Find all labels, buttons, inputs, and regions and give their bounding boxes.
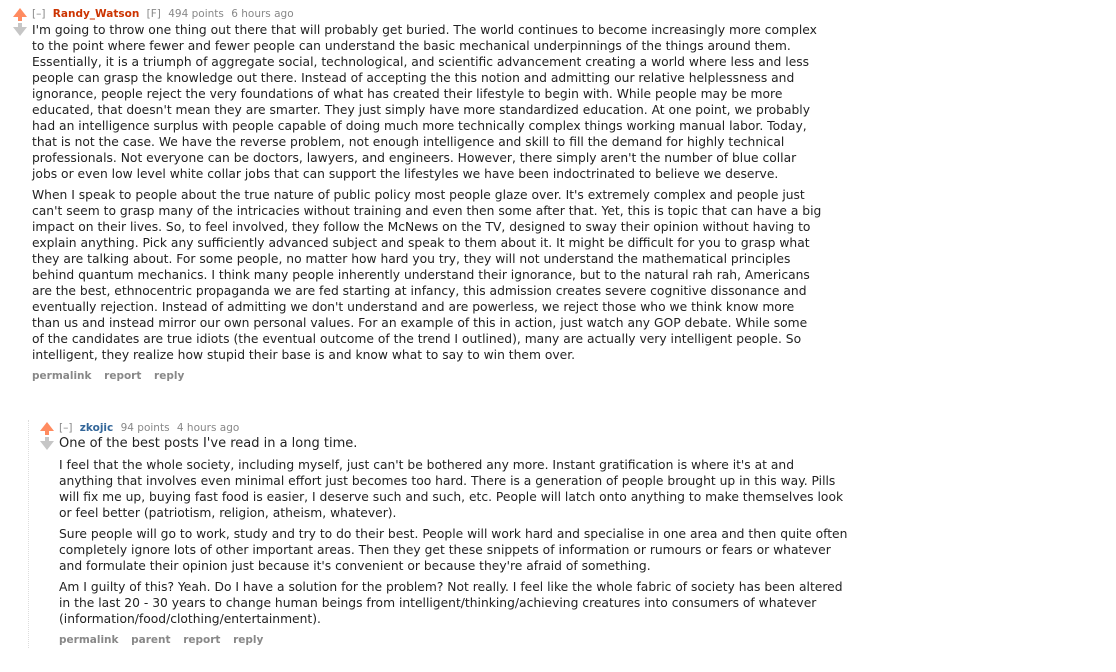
comment-entry [59,420,1116,648]
upvote-arrow-icon[interactable] [40,422,54,431]
comment-paragraph: Am I guilty of this? Yeah. Do I have a solution for the problem? Not really. I feel like the whole fabric of society has been altered in the last 20 - 30 years to change human beings from intelligent/thinking/achieving creatures into consumers of whatever (information/food/clothing/entertainment). [59,580,843,626]
comment-paragraph: One of the best posts I've read in a long time. [59,436,358,451]
comment-paragraph: Sure people will go to work, study and try to do their best. People will work hard and specialise in one area and then quite often completely ignore lots of other important areas. Then they get these snippets of information or rumours or fears or whatever and formulate their opinion just because it's convenient or because they're afraid of something. [59,527,848,573]
upvote-arrow-stem[interactable] [45,431,49,435]
comment-paragraph: When I speak to people about the true nature of public policy most people glaze over. It's extremely complex and people just can't seem to grasp many of the intricacies without training and even then some after that. Yet, this is topic that can have a big impact on their lives. So, to feel involved, they follow the McNews on the TV, designed to sway their opinion without having to explain anything. Pick any sufficiently advanced subject and speak to them about it. It might be difficult for you to grasp what they are talking about. For some people, no matter how hard you try, they will not understand the mathematical principles behind quantum mechanics. I think many people inherently understand their ignorance, but to the natural rah rah, Americans are the best, ethnocentric propaganda we are fed starting at infancy, this admission creates severe cognitive dissonance and eventually rejection. Instead of admitting we don't understand and are powerless, we reject those who we think know more than us and instead mirror our own personal values. For an example of this in action, just watch any GOP debate. While some of the candidates are true idiots (the eventual outcome of the trend I outlined), many are actually very intelligent people. So intelligent, they realize how stupid their base is and know what to say to win them over. [32,188,822,362]
upvote-arrow-icon[interactable] [13,8,27,17]
parent-button[interactable]: parent [131,634,171,646]
comment-body [32,22,1102,363]
comment-buttons [32,368,1102,384]
collapse-toggle[interactable]: [–] [32,8,46,20]
comment-paragraph: I'm going to throw one thing out there that will probably get buried. The world continues to become increasingly more complex to the point where fewer and fewer people can understand the basic mechanical underpinnings of the things around them. Essentially, it is a triumph of aggregate social, technological, and scientific advancement creating a world where less and less people can grasp the knowledge out there. Instead of accepting the this notion and admitting our relative helplessness and ignorance, people reject the very foundations of what has created their lifestyle to begin with. While people may be more educated, that doesn't mean they are smarter. They just simply have more standardized education. At one point, we probably had an intelligence surplus with people capable of doing much more technically complex things working manual labor. Today, that is not the case. We have the reverse problem, not enough intelligence and skill to fill the demand for highly technical professionals. Not everyone can be doctors, lawyers, and engineers. However, there simply aren't the number of blue collar jobs or even low level white collar jobs that can support the lifestyles we have been indoctrinated to believe we deserve. [32,23,817,181]
report-button[interactable]: report [104,370,142,382]
author-flair: [F] [146,8,161,20]
comment-buttons [59,632,1116,648]
author-link[interactable]: zkojic [79,422,114,434]
downvote-arrow-icon[interactable] [40,441,54,450]
comment-score: 94 points [120,422,170,434]
vote-arrows [39,420,55,450]
comment-tagline [59,420,1116,436]
report-button[interactable]: report [183,634,221,646]
comment-time: 4 hours ago [176,422,240,434]
permalink-button[interactable]: permalink [59,634,119,646]
vote-arrows [12,6,28,36]
permalink-button[interactable]: permalink [32,370,92,382]
comment-randy-watson [12,6,1102,384]
comment-zkojic [28,420,1116,648]
downvote-arrow-icon[interactable] [13,27,27,36]
reply-button[interactable]: reply [233,634,264,646]
author-link[interactable]: Randy_Watson [52,8,140,20]
collapse-toggle[interactable]: [–] [59,422,73,434]
comment-score: 494 points [168,8,224,20]
upvote-arrow-stem[interactable] [18,17,22,21]
comment-tagline [32,6,1102,22]
comment-time: 6 hours ago [231,8,294,20]
comment-paragraph: I feel that the whole society, including myself, just can't be bothered any more. Instant gratification is where it's at and anything that involves even minimal effort just becomes too hard. There is a generation of people brought up in this way. Pills will fix me up, buying fast food is easier, I deserve such and such, etc. People will latch onto anything to make themselves look or feel better (patriotism, religion, atheism, whatever). [59,458,844,520]
comment-body [59,436,1116,627]
reply-button[interactable]: reply [154,370,185,382]
comment-entry [32,6,1102,384]
